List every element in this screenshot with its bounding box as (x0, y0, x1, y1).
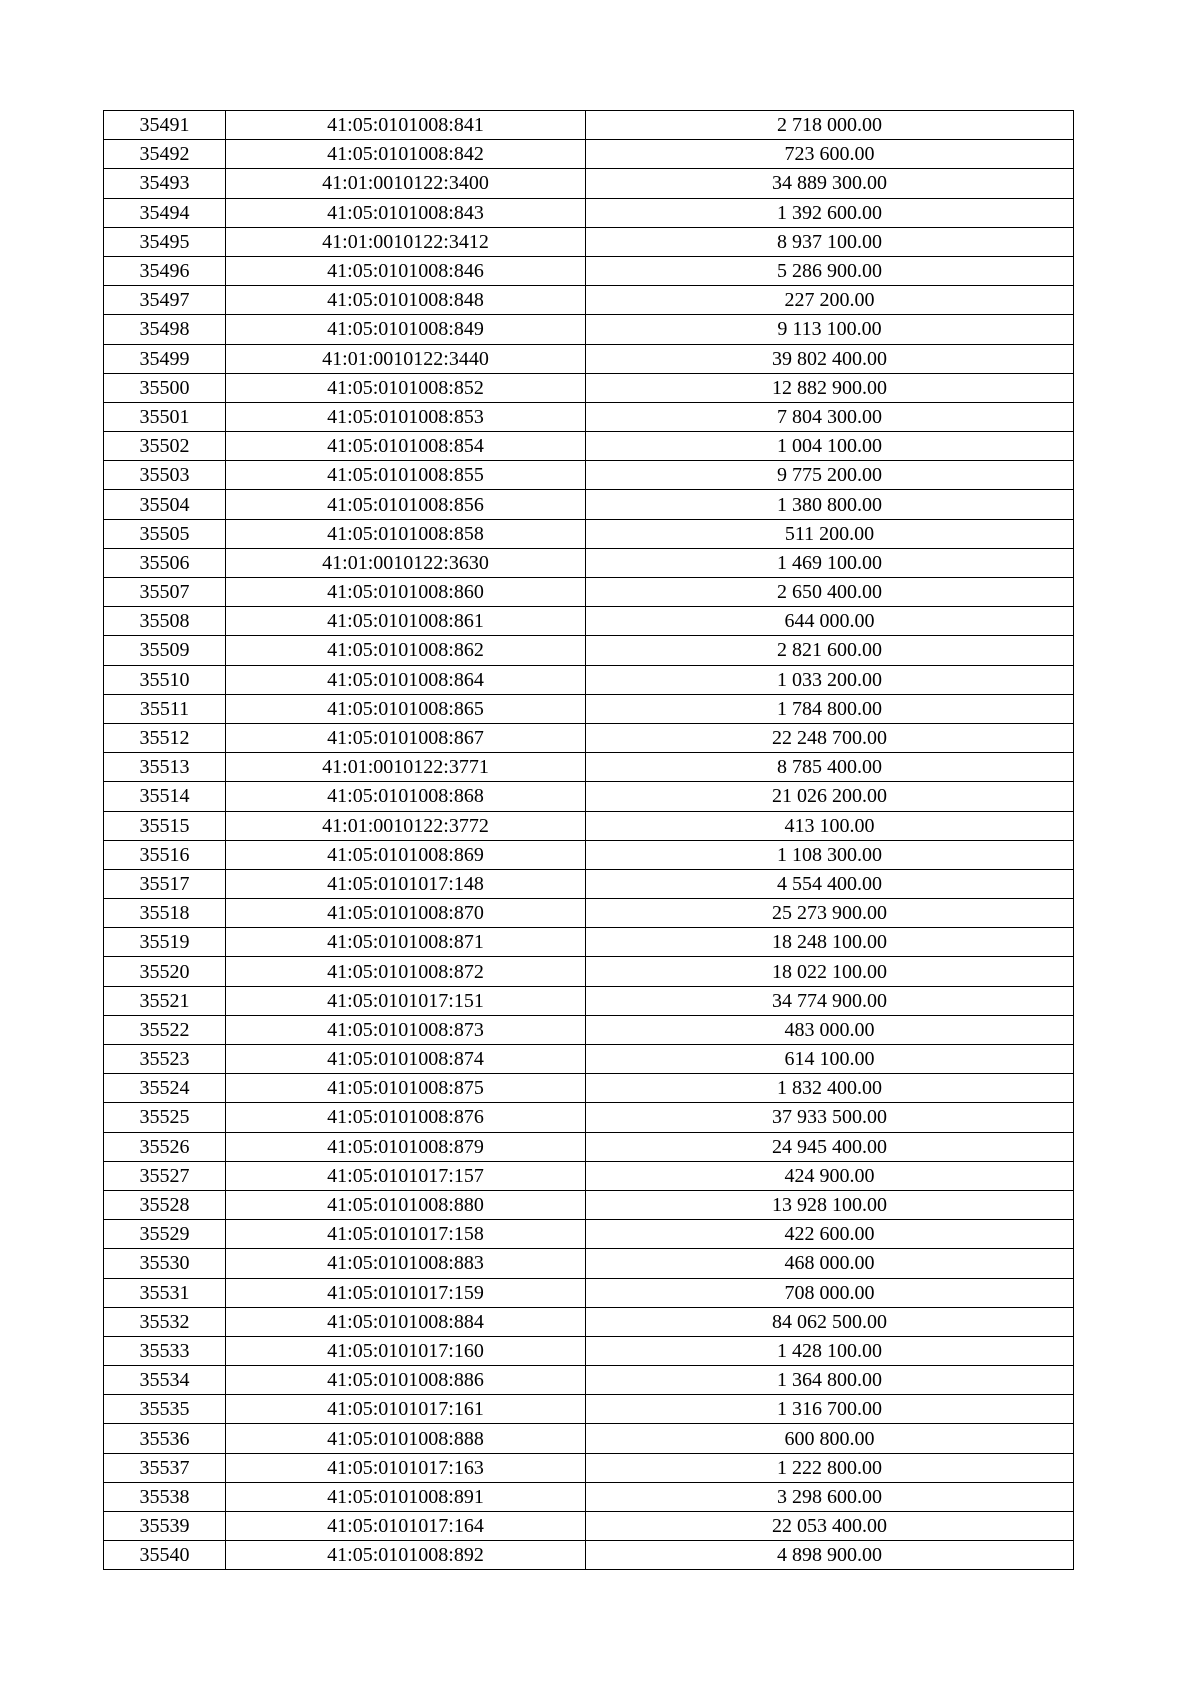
row-number-cell: 35518 (104, 899, 226, 928)
row-number-cell: 35499 (104, 344, 226, 373)
cadastral-value-cell: 34 889 300.00 (586, 169, 1074, 198)
cadastral-value-cell: 7 804 300.00 (586, 402, 1074, 431)
table-row (104, 198, 1074, 227)
cadastral-value-cell: 614 100.00 (586, 1045, 1074, 1074)
cadastral-number-cell: 41:05:0101008:874 (226, 1045, 586, 1074)
cadastral-value-cell: 39 802 400.00 (586, 344, 1074, 373)
cadastral-number-cell: 41:05:0101017:160 (226, 1336, 586, 1365)
cadastral-number-cell: 41:05:0101008:852 (226, 373, 586, 402)
cadastral-value-cell: 2 718 000.00 (586, 111, 1074, 140)
row-number-cell: 35526 (104, 1132, 226, 1161)
table-row (104, 1278, 1074, 1307)
cadastral-number-cell: 41:05:0101017:158 (226, 1220, 586, 1249)
cadastral-number-cell: 41:01:0010122:3412 (226, 227, 586, 256)
cadastral-value-cell: 723 600.00 (586, 140, 1074, 169)
cadastral-number-cell: 41:01:0010122:3771 (226, 753, 586, 782)
cadastral-value-cell: 600 800.00 (586, 1424, 1074, 1453)
row-number-cell: 35516 (104, 840, 226, 869)
cadastral-number-cell: 41:05:0101008:854 (226, 432, 586, 461)
cadastral-number-cell: 41:05:0101008:853 (226, 402, 586, 431)
cadastral-value-cell: 424 900.00 (586, 1161, 1074, 1190)
cadastral-number-cell: 41:05:0101008:886 (226, 1366, 586, 1395)
cadastral-value-cell: 1 392 600.00 (586, 198, 1074, 227)
table-row (104, 665, 1074, 694)
cadastral-number-cell: 41:05:0101008:870 (226, 899, 586, 928)
cadastral-number-cell: 41:05:0101008:860 (226, 578, 586, 607)
row-number-cell: 35517 (104, 869, 226, 898)
table-row (104, 840, 1074, 869)
row-number-cell: 35535 (104, 1395, 226, 1424)
cadastral-number-cell: 41:05:0101017:159 (226, 1278, 586, 1307)
table-row (104, 169, 1074, 198)
table-row (104, 1336, 1074, 1365)
cadastral-number-cell: 41:05:0101008:873 (226, 1015, 586, 1044)
row-number-cell: 35515 (104, 811, 226, 840)
row-number-cell: 35525 (104, 1103, 226, 1132)
row-number-cell: 35512 (104, 723, 226, 752)
row-number-cell: 35509 (104, 636, 226, 665)
cadastral-number-cell: 41:05:0101017:161 (226, 1395, 586, 1424)
cadastral-number-cell: 41:05:0101008:891 (226, 1482, 586, 1511)
cadastral-value-cell: 644 000.00 (586, 607, 1074, 636)
row-number-cell: 35498 (104, 315, 226, 344)
table-row (104, 899, 1074, 928)
row-number-cell: 35524 (104, 1074, 226, 1103)
cadastral-number-cell: 41:05:0101008:892 (226, 1541, 586, 1570)
cadastral-number-cell: 41:05:0101017:157 (226, 1161, 586, 1190)
cadastral-number-cell: 41:05:0101017:164 (226, 1512, 586, 1541)
cadastral-value-cell: 5 286 900.00 (586, 256, 1074, 285)
cadastral-value-cell: 4 554 400.00 (586, 869, 1074, 898)
row-number-cell: 35501 (104, 402, 226, 431)
table-row (104, 607, 1074, 636)
table-row (104, 1045, 1074, 1074)
row-number-cell: 35505 (104, 519, 226, 548)
table-row (104, 1366, 1074, 1395)
cadastral-value-cell: 422 600.00 (586, 1220, 1074, 1249)
cadastral-value-cell: 2 650 400.00 (586, 578, 1074, 607)
cadastral-value-cell: 1 784 800.00 (586, 694, 1074, 723)
cadastral-value-cell: 34 774 900.00 (586, 986, 1074, 1015)
row-number-cell: 35497 (104, 286, 226, 315)
row-number-cell: 35493 (104, 169, 226, 198)
cadastral-number-cell: 41:05:0101008:868 (226, 782, 586, 811)
table-row (104, 1453, 1074, 1482)
row-number-cell: 35536 (104, 1424, 226, 1453)
row-number-cell: 35510 (104, 665, 226, 694)
table-row (104, 1132, 1074, 1161)
table-row (104, 578, 1074, 607)
cadastral-number-cell: 41:05:0101017:148 (226, 869, 586, 898)
table-row (104, 227, 1074, 256)
row-number-cell: 35503 (104, 461, 226, 490)
table-row (104, 286, 1074, 315)
table-row (104, 490, 1074, 519)
cadastral-value-cell: 4 898 900.00 (586, 1541, 1074, 1570)
table-row (104, 636, 1074, 665)
cadastral-number-cell: 41:05:0101008:883 (226, 1249, 586, 1278)
cadastral-number-cell: 41:05:0101008:858 (226, 519, 586, 548)
row-number-cell: 35532 (104, 1307, 226, 1336)
table-row (104, 432, 1074, 461)
cadastral-number-cell: 41:05:0101008:849 (226, 315, 586, 344)
row-number-cell: 35523 (104, 1045, 226, 1074)
table-row (104, 694, 1074, 723)
cadastral-value-cell: 25 273 900.00 (586, 899, 1074, 928)
row-number-cell: 35511 (104, 694, 226, 723)
cadastral-value-cell: 18 022 100.00 (586, 957, 1074, 986)
cadastral-value-cell: 24 945 400.00 (586, 1132, 1074, 1161)
row-number-cell: 35533 (104, 1336, 226, 1365)
table-row (104, 1015, 1074, 1044)
cadastral-number-cell: 41:05:0101008:855 (226, 461, 586, 490)
cadastral-number-cell: 41:05:0101008:843 (226, 198, 586, 227)
table-row (104, 957, 1074, 986)
cadastral-value-cell: 9 113 100.00 (586, 315, 1074, 344)
row-number-cell: 35527 (104, 1161, 226, 1190)
table-row (104, 753, 1074, 782)
cadastral-number-cell: 41:01:0010122:3440 (226, 344, 586, 373)
cadastral-value-cell: 21 026 200.00 (586, 782, 1074, 811)
cadastral-value-cell: 511 200.00 (586, 519, 1074, 548)
table-row (104, 1424, 1074, 1453)
row-number-cell: 35504 (104, 490, 226, 519)
row-number-cell: 35492 (104, 140, 226, 169)
table-body (104, 111, 1074, 1570)
cadastral-number-cell: 41:01:0010122:3400 (226, 169, 586, 198)
cadastral-number-cell: 41:01:0010122:3772 (226, 811, 586, 840)
cadastral-value-cell: 9 775 200.00 (586, 461, 1074, 490)
table-row (104, 1190, 1074, 1219)
cadastral-value-cell: 8 785 400.00 (586, 753, 1074, 782)
cadastral-number-cell: 41:05:0101008:841 (226, 111, 586, 140)
row-number-cell: 35531 (104, 1278, 226, 1307)
cadastral-value-cell: 1 364 800.00 (586, 1366, 1074, 1395)
table-row (104, 1482, 1074, 1511)
table-row (104, 869, 1074, 898)
row-number-cell: 35540 (104, 1541, 226, 1570)
cadastral-value-cell: 1 222 800.00 (586, 1453, 1074, 1482)
table-row (104, 723, 1074, 752)
cadastral-value-cell: 22 248 700.00 (586, 723, 1074, 752)
row-number-cell: 35528 (104, 1190, 226, 1219)
cadastral-number-cell: 41:05:0101008:842 (226, 140, 586, 169)
cadastral-number-cell: 41:05:0101008:864 (226, 665, 586, 694)
table-row (104, 111, 1074, 140)
table-row (104, 1249, 1074, 1278)
cadastral-number-cell: 41:05:0101008:880 (226, 1190, 586, 1219)
table-row (104, 928, 1074, 957)
table-row (104, 256, 1074, 285)
row-number-cell: 35507 (104, 578, 226, 607)
row-number-cell: 35537 (104, 1453, 226, 1482)
cadastral-value-cell: 84 062 500.00 (586, 1307, 1074, 1336)
cadastral-number-cell: 41:05:0101008:848 (226, 286, 586, 315)
cadastral-value-cell: 22 053 400.00 (586, 1512, 1074, 1541)
table-row (104, 1395, 1074, 1424)
row-number-cell: 35514 (104, 782, 226, 811)
table-row (104, 811, 1074, 840)
table-row (104, 315, 1074, 344)
table-row (104, 373, 1074, 402)
table-row (104, 548, 1074, 577)
cadastral-value-cell: 13 928 100.00 (586, 1190, 1074, 1219)
row-number-cell: 35520 (104, 957, 226, 986)
cadastral-number-cell: 41:05:0101017:163 (226, 1453, 586, 1482)
cadastral-number-cell: 41:05:0101008:884 (226, 1307, 586, 1336)
table-row (104, 402, 1074, 431)
cadastral-number-cell: 41:05:0101008:879 (226, 1132, 586, 1161)
cadastral-number-cell: 41:05:0101008:856 (226, 490, 586, 519)
cadastral-number-cell: 41:05:0101008:876 (226, 1103, 586, 1132)
cadastral-number-cell: 41:01:0010122:3630 (226, 548, 586, 577)
cadastral-number-cell: 41:05:0101008:861 (226, 607, 586, 636)
row-number-cell: 35522 (104, 1015, 226, 1044)
row-number-cell: 35539 (104, 1512, 226, 1541)
row-number-cell: 35521 (104, 986, 226, 1015)
cadastral-value-cell: 413 100.00 (586, 811, 1074, 840)
cadastral-number-cell: 41:05:0101008:872 (226, 957, 586, 986)
row-number-cell: 35495 (104, 227, 226, 256)
cadastral-number-cell: 41:05:0101008:867 (226, 723, 586, 752)
row-number-cell: 35494 (104, 198, 226, 227)
cadastral-value-cell: 1 380 800.00 (586, 490, 1074, 519)
row-number-cell: 35538 (104, 1482, 226, 1511)
table-row (104, 461, 1074, 490)
cadastral-value-cell: 1 469 100.00 (586, 548, 1074, 577)
cadastral-value-cell: 12 882 900.00 (586, 373, 1074, 402)
cadastral-number-cell: 41:05:0101017:151 (226, 986, 586, 1015)
cadastral-value-table (103, 110, 1074, 1570)
table-row (104, 782, 1074, 811)
row-number-cell: 35502 (104, 432, 226, 461)
cadastral-number-cell: 41:05:0101008:865 (226, 694, 586, 723)
row-number-cell: 35529 (104, 1220, 226, 1249)
table-row (104, 1074, 1074, 1103)
table-row (104, 1103, 1074, 1132)
row-number-cell: 35530 (104, 1249, 226, 1278)
table-row (104, 140, 1074, 169)
row-number-cell: 35508 (104, 607, 226, 636)
cadastral-value-cell: 2 821 600.00 (586, 636, 1074, 665)
table-row (104, 519, 1074, 548)
cadastral-value-cell: 468 000.00 (586, 1249, 1074, 1278)
table-row (104, 1307, 1074, 1336)
table-row (104, 986, 1074, 1015)
cadastral-value-cell: 3 298 600.00 (586, 1482, 1074, 1511)
cadastral-value-cell: 1 832 400.00 (586, 1074, 1074, 1103)
table-row (104, 1161, 1074, 1190)
cadastral-value-cell: 1 316 700.00 (586, 1395, 1074, 1424)
table-row (104, 1220, 1074, 1249)
cadastral-value-cell: 483 000.00 (586, 1015, 1074, 1044)
table-row (104, 344, 1074, 373)
cadastral-value-cell: 37 933 500.00 (586, 1103, 1074, 1132)
cadastral-value-cell: 227 200.00 (586, 286, 1074, 315)
row-number-cell: 35513 (104, 753, 226, 782)
row-number-cell: 35491 (104, 111, 226, 140)
cadastral-number-cell: 41:05:0101008:888 (226, 1424, 586, 1453)
row-number-cell: 35506 (104, 548, 226, 577)
cadastral-number-cell: 41:05:0101008:846 (226, 256, 586, 285)
cadastral-number-cell: 41:05:0101008:871 (226, 928, 586, 957)
cadastral-number-cell: 41:05:0101008:869 (226, 840, 586, 869)
cadastral-value-cell: 8 937 100.00 (586, 227, 1074, 256)
row-number-cell: 35496 (104, 256, 226, 285)
cadastral-value-cell: 1 004 100.00 (586, 432, 1074, 461)
cadastral-number-cell: 41:05:0101008:862 (226, 636, 586, 665)
table-row (104, 1512, 1074, 1541)
row-number-cell: 35500 (104, 373, 226, 402)
table-row (104, 1541, 1074, 1570)
cadastral-value-cell: 708 000.00 (586, 1278, 1074, 1307)
cadastral-value-cell: 1 108 300.00 (586, 840, 1074, 869)
cadastral-value-cell: 18 248 100.00 (586, 928, 1074, 957)
cadastral-number-cell: 41:05:0101008:875 (226, 1074, 586, 1103)
cadastral-value-cell: 1 428 100.00 (586, 1336, 1074, 1365)
row-number-cell: 35519 (104, 928, 226, 957)
row-number-cell: 35534 (104, 1366, 226, 1395)
cadastral-value-cell: 1 033 200.00 (586, 665, 1074, 694)
